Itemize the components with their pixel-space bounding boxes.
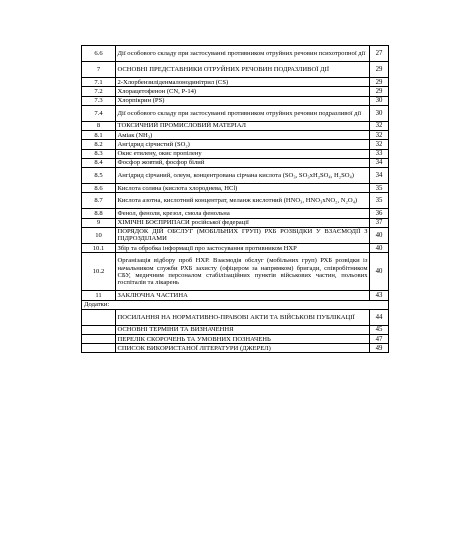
toc-row-number: 8.5 xyxy=(82,167,116,183)
toc-row-page: 30 xyxy=(370,96,389,105)
toc-row xyxy=(82,105,389,121)
appendix-row-page: 44 xyxy=(370,309,389,325)
toc-row-page: 37 xyxy=(370,218,389,227)
toc-row-page: 29 xyxy=(370,62,389,78)
appendix-row-page: 47 xyxy=(370,335,389,344)
toc-row-number: 10 xyxy=(82,227,116,243)
appendix-row-number xyxy=(82,325,116,334)
toc-row-number: 10.2 xyxy=(82,253,116,291)
toc-row-number: 8 xyxy=(82,121,116,130)
toc-row-title: Ангідрид сірчистий (SO₂) xyxy=(116,140,370,149)
toc-row-number: 8.6 xyxy=(82,184,116,193)
toc-row-title: 2-Хлорбензиліденмалонодинітрил (CS) xyxy=(116,78,370,87)
appendix-row xyxy=(82,335,389,344)
toc-row xyxy=(82,62,389,78)
toc-row xyxy=(82,291,389,300)
toc-row-page: 34 xyxy=(370,158,389,167)
toc-row-page: 32 xyxy=(370,121,389,130)
toc-row-page: 40 xyxy=(370,253,389,291)
toc-row xyxy=(82,96,389,105)
toc-row xyxy=(82,149,389,158)
toc-row-title: Аміак (NH₃) xyxy=(116,131,370,140)
toc-row-title: ОСНОВНІ ПРЕДСТАВНИКИ ОТРУЙНИХ РЕЧОВИН ПОДРАЗЛИВОЇ ДІЇ xyxy=(116,62,370,78)
appendix-row xyxy=(82,309,389,325)
appendix-label: Додатки: xyxy=(82,300,389,309)
toc-row-number: 7 xyxy=(82,62,116,78)
toc-row-page: 29 xyxy=(370,87,389,96)
appendix-row-number xyxy=(82,309,116,325)
toc-row-title: Дії особового складу при застосуванні противником отруйних речовин подразливої дії xyxy=(116,105,370,121)
toc-row-page: 43 xyxy=(370,291,389,300)
toc-row-number: 8.8 xyxy=(82,209,116,218)
toc-row-page: 27 xyxy=(370,46,389,62)
toc-row xyxy=(82,131,389,140)
appendix-row-page: 45 xyxy=(370,325,389,334)
toc-row xyxy=(82,244,389,253)
appendix-row xyxy=(82,325,389,334)
toc-row-number: 7.1 xyxy=(82,78,116,87)
toc-row xyxy=(82,193,389,209)
toc-row xyxy=(82,78,389,87)
toc-row-number: 8.2 xyxy=(82,140,116,149)
appendix-row-number xyxy=(82,335,116,344)
toc-row-title: Хлорацетофенон (CN, Р-14) xyxy=(116,87,370,96)
toc-row xyxy=(82,121,389,130)
toc-row-title: ХІМІЧНІ БОЄПРИПАСИ російської федерації xyxy=(116,218,370,227)
toc-row-number: 8.7 xyxy=(82,193,116,209)
toc-row-title: Кислота соляна (кислота хлороднева, НСl) xyxy=(116,184,370,193)
toc-row-title: Збір та обробка інформації про застосування противником НХР xyxy=(116,244,370,253)
toc-row-number: 7.4 xyxy=(82,105,116,121)
toc-row-title: ЗАКЛЮЧНА ЧАСТИНА xyxy=(116,291,370,300)
toc-row-page: 32 xyxy=(370,131,389,140)
toc-row-number: 7.3 xyxy=(82,96,116,105)
toc-row-page: 29 xyxy=(370,78,389,87)
toc-row-number: 10.1 xyxy=(82,244,116,253)
toc-row-title: ТОКСИЧНИЙ ПРОМИСЛОВИЙ МАТЕРІАЛ xyxy=(116,121,370,130)
toc-row-page: 33 xyxy=(370,149,389,158)
toc-row xyxy=(82,253,389,291)
appendix-row-title: ПОСИЛАННЯ НА НОРМАТИВНО-ПРАВОВІ АКТИ ТА ВІЙСЬКОВІ ПУБЛІКАЦІЇ xyxy=(116,309,370,325)
toc-row-title: ПОРЯДОК ДІЙ ОБСЛУГ (МОБІЛЬНИХ ГРУП) РХБ РОЗВІДКИ У ВЗАЄМОДІЇ З ПІДРОЗДІЛАМИ xyxy=(117,228,368,243)
appendix-row-title: ПЕРЕЛІК СКОРОЧЕНЬ ТА УМОВНИХ ПОЗНАЧЕНЬ xyxy=(116,335,370,344)
toc-row-number: 6.6 xyxy=(82,46,116,62)
toc-row-title: Окис етилену, окис пропілену xyxy=(116,149,370,158)
toc-row-title: Фосфор жовтий, фосфор білий xyxy=(116,158,370,167)
appendix-row xyxy=(82,344,389,353)
toc-row-number: 8.4 xyxy=(82,158,116,167)
toc-row xyxy=(82,140,389,149)
appendix-row-number xyxy=(82,344,116,353)
table-of-contents xyxy=(81,45,389,353)
toc-row-title: Організація відбору проб НХР. Взаємодія обслуг (мобільних груп) РХБ розвідки із начальником служби РХБ захисту (офіцером за напрямком) бригади, співробітником СБУ, медичним персоналом стабілізаційних пунктів військових частин, польових госпіталів та лікарень xyxy=(116,253,370,291)
toc-row-title: Кислота азотна, кислотний концентрат, меланж кислотний (HNO₃, HNO₃xNO₂, N₂O₄) xyxy=(116,193,370,209)
toc-row xyxy=(82,87,389,96)
toc-row-title: Ангідрид сірчаний, олеум, концентрована сірчана кислота (SO₃, SO₃xH₂SO₄, H₂SO₄) xyxy=(116,167,370,183)
toc-row-title: Хлорпікрин (PS) xyxy=(116,96,370,105)
toc-row-number: 8.1 xyxy=(82,131,116,140)
appendix-row-title: СПИСОК ВИКОРИСТАНОЇ ЛІТЕРАТУРИ (ДЖЕРЕЛ) xyxy=(116,344,370,353)
toc-row-title: Дії особового складу при застосуванні противником отруйних речовин психотропної дії xyxy=(116,46,370,62)
appendix-row-title: ОСНОВНІ ТЕРМІНИ ТА ВИЗНАЧЕННЯ xyxy=(116,325,370,334)
toc-row-page: 40 xyxy=(370,227,389,243)
toc-row-title: Фенол, феноли, крезол, смола фенольна xyxy=(116,209,370,218)
toc-row-number: 7.2 xyxy=(82,87,116,96)
toc-row xyxy=(82,46,389,62)
appendix-label-row xyxy=(82,300,389,309)
toc-row xyxy=(82,218,389,227)
toc-row-page: 30 xyxy=(370,105,389,121)
toc-row-number: 8.3 xyxy=(82,149,116,158)
toc-row-number: 11 xyxy=(82,291,116,300)
toc-row-page: 32 xyxy=(370,140,389,149)
toc-row-number: 9 xyxy=(82,218,116,227)
toc-row-page: 35 xyxy=(370,193,389,209)
toc-row-page: 36 xyxy=(370,209,389,218)
toc-row-page: 34 xyxy=(370,167,389,183)
toc-row xyxy=(82,167,389,183)
appendix-row-page: 49 xyxy=(370,344,389,353)
toc-row xyxy=(82,158,389,167)
toc-row xyxy=(82,227,389,243)
toc-row-page: 35 xyxy=(370,184,389,193)
toc-row-page: 40 xyxy=(370,244,389,253)
toc-row xyxy=(82,184,389,193)
toc-row xyxy=(82,209,389,218)
